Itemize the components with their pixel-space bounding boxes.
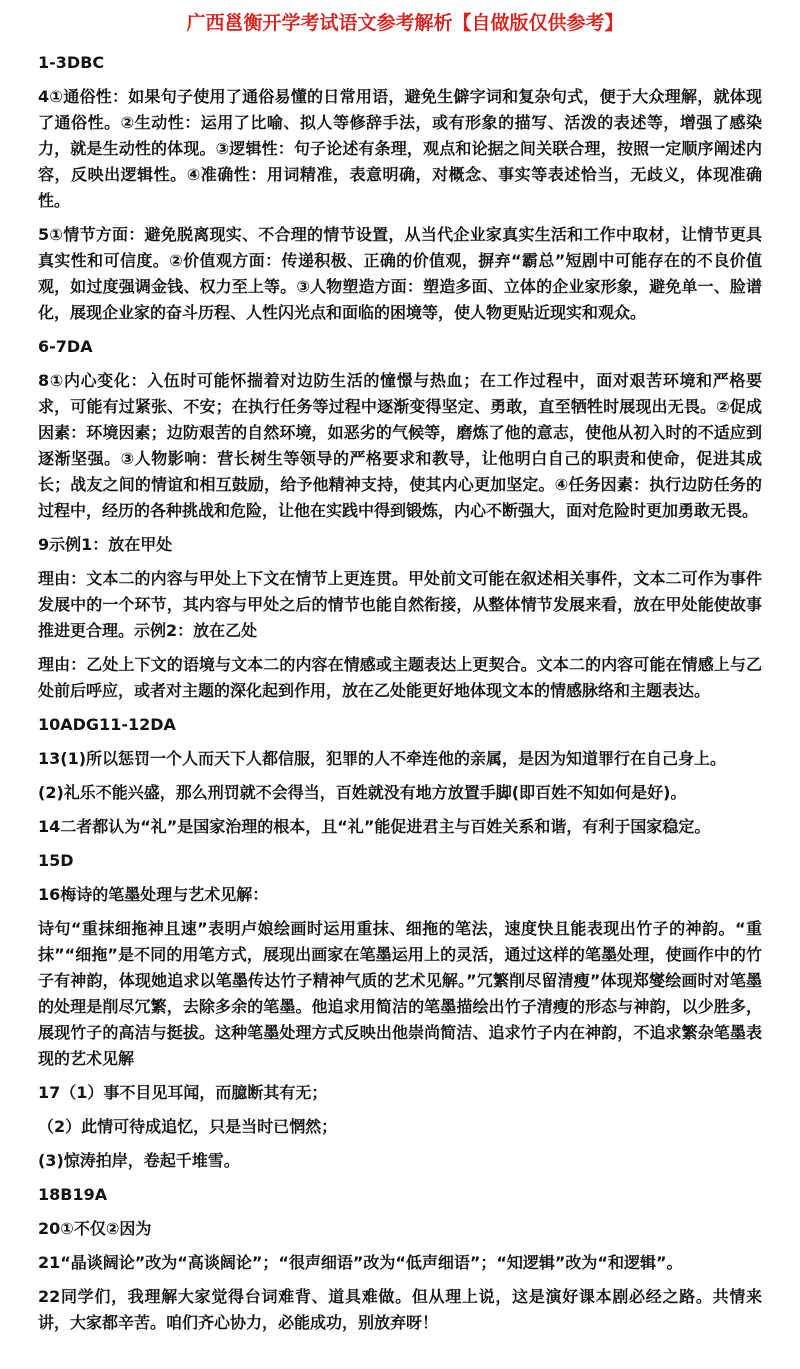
answer-9-reason-1: 理由：文本二的内容与甲处上下文在情节上更连贯。甲处前文可能在叙述相关事件，文本二可作为事件发展中的一个环节，其内容与甲处之后的情节也能自然衔接，从整体情节发展来看，放在甲处能使故事推进更合理。示例2：放在乙处 [38, 569, 762, 640]
answer-16-heading: 16梅诗的笔墨处理与艺术见解： [38, 885, 269, 904]
answer-17-3: (3)惊涛拍岸，卷起千堆雪。 [38, 1151, 240, 1170]
answer-9-example-1: 9示例1：放在甲处 [38, 535, 173, 554]
answer-8: 8①内心变化：入伍时可能怀揣着对边防生活的憧憬与热血；在工作过程中，面对艰苦环境和严格要求，可能有过紧张、不安；在执行任务等过程中逐渐变得坚定、勇敢，直至牺牲时展现出无畏。②促成因素：环境因素；边防艰苦的自然环境，如恶劣的气候等，磨炼了他的意志，使他从初入时的不适应到逐渐坚强。③人物影响：营长树生等领导的严格要求和教导，让他明白自己的职责和使命，促进其成长；战友之间的情谊和相互鼓励，给予他精神支持，使其内心更加坚定。④任务因素：执行边防任务的过程中，经历的各种挑战和危险，让他在实践中得到锻炼，内心不断强大，面对危险时更加勇敢无畏。 [38, 371, 762, 520]
answer-22: 22同学们，我理解大家觉得台词难背、道具难做。但从理上说，这是演好课本剧必经之路。共情来讲，大家都辛苦。咱们齐心协力，必能成功，别放弃呀！ [38, 1287, 762, 1332]
answer-16-body: 诗句“重抹细拖神且速”表明卢娘绘画时运用重抹、细拖的笔法，速度快且能表现出竹子的神韵。“重抹”“细拖”是不同的用笔方式，展现出画家在笔墨运用上的灵活，通过这样的笔墨处理，使画作中的竹子有神韵，体现她追求以笔墨传达竹子精神气质的艺术见解。”冗繁削尽留清瘦”体现郑燮绘画时对笔墨的处理是削尽冗繁，去除多余的笔墨。他追求用简洁的笔墨描绘出竹子清瘦的形态与神韵，以少胜多，展现竹子的高洁与挺拔。这种笔墨处理方式反映出他崇尚简洁、追求竹子内在神韵，不追求繁杂笔墨表现的艺术见解 [38, 919, 762, 1068]
answer-17-2: （2）此情可待成追忆，只是当时已惘然； [38, 1117, 338, 1136]
answer-14: 14二者都认为“礼”是国家治理的根本，且“礼”能促进君主与百姓关系和谐，有利于国家稳定。 [38, 817, 711, 836]
answer-18-19: 18B19A [38, 1185, 108, 1204]
answer-10-12: 10ADG11-12DA [38, 715, 176, 734]
answer-15: 15D [38, 851, 74, 870]
answer-list [38, 50, 762, 1336]
answer-5: 5①情节方面：避免脱离现实、不合理的情节设置，从当代企业家真实生活和工作中取材，让情节更具真实性和可信度。②价值观方面：传递积极、正确的价值观，摒弃“霸总”短剧中可能存在的不良价值观，如过度强调金钱、权力至上等。③人物塑造方面：塑造多面、立体的企业家形象，避免单一、脸谱化，展现企业家的奋斗历程、人性闪光点和面临的困境等，使人物更贴近现实和观众。 [38, 225, 762, 322]
answer-21: 21“晶谈阔论”改为“高谈阔论”；“很声细语”改为“低声细语”；“知逻辑”改为“和逻辑”。 [38, 1253, 683, 1272]
answer-4: 4①通俗性：如果句子使用了通俗易懂的日常用语，避免生僻字词和复杂句式，便于大众理解，就体现了通俗性。②生动性：运用了比喻、拟人等修辞手法，或有形象的描写、活泼的表述等，增强了感染力，就是生动性的体现。③逻辑性：句子论述有条理，观点和论据之间关联合理，按照一定顺序阐述内容，反映出逻辑性。④准确性：用词精准，表意明确，对概念、事实等表述恰当，无歧义，体现准确性。 [38, 87, 762, 210]
answer-13-1: 13(1)所以惩罚一个人而天下人都信服，犯罪的人不牵连他的亲属，是因为知道罪行在自己身上。 [38, 749, 727, 768]
answer-20: 20①不仅②因为 [38, 1219, 152, 1238]
answer-1-3: 1-3DBC [38, 53, 105, 72]
answer-17-1: 17（1）事不目见耳闻，而臆断其有无； [38, 1083, 328, 1102]
answer-6-7: 6-7DA [38, 337, 93, 356]
answer-9-reason-2: 理由：乙处上下文的语境与文本二的内容在情感或主题表达上更契合。文本二的内容可能在情感上与乙处前后呼应，或者对主题的深化起到作用，放在乙处能更好地体现文本的情感脉络和主题表达。 [38, 655, 762, 700]
answer-13-2: (2)礼乐不能兴盛，那么刑罚就不会得当，百姓就没有地方放置手脚(即百姓不知如何是好)。 [38, 783, 687, 802]
document-title: 广西邕衡开学考试语文参考解析【自做版仅供参考】 [186, 12, 624, 34]
